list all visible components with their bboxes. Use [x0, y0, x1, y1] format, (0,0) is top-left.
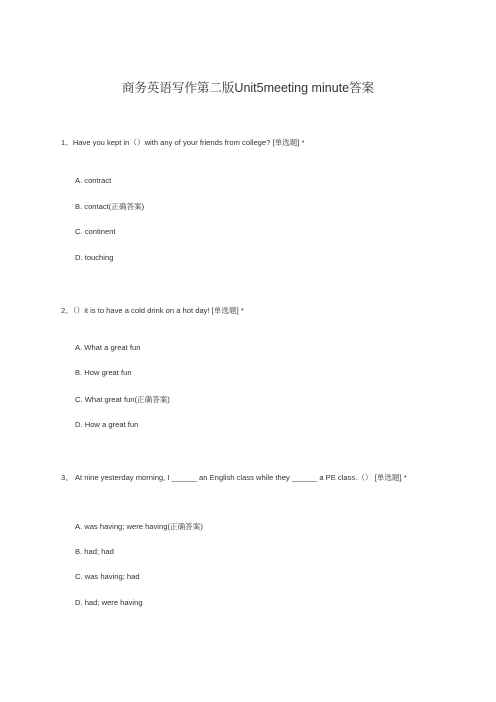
question-3-text: 3、 At nine yesterday morning, I ______ an English class while they ______ a PE class.（） [单选题] *	[61, 473, 407, 482]
question-3-option-d: D. had; were having	[75, 598, 143, 607]
question-2-text: 2、（）it is to have a cold drink on a hot day! [单选题] *	[61, 306, 244, 315]
question-2-option-c: C. What great fun(正确答案)	[75, 395, 170, 404]
question-1-option-b: B. contact(正确答案)	[75, 202, 145, 211]
question-2-option-b: B. How great fun	[75, 368, 132, 377]
question-2-option-d: D. How a great fun	[75, 420, 139, 429]
question-1-option-c: C. continent	[75, 227, 116, 236]
question-1-option-a: A. contract	[75, 176, 112, 185]
question-1-option-d: D. touching	[75, 253, 114, 262]
question-3-option-a: A. was having; were having(正确答案)	[75, 522, 203, 531]
question-1-text: 1、Have you kept in（）with any of your friends from college? [单选题] *	[61, 138, 305, 147]
question-3-option-b: B. had; had	[75, 547, 114, 556]
question-3-option-c: C. was having; had	[75, 572, 140, 581]
document-title: 商务英语写作第二版Unit5meeting minute答案	[121, 81, 375, 95]
question-2-option-a: A. What a great fun	[75, 343, 141, 352]
